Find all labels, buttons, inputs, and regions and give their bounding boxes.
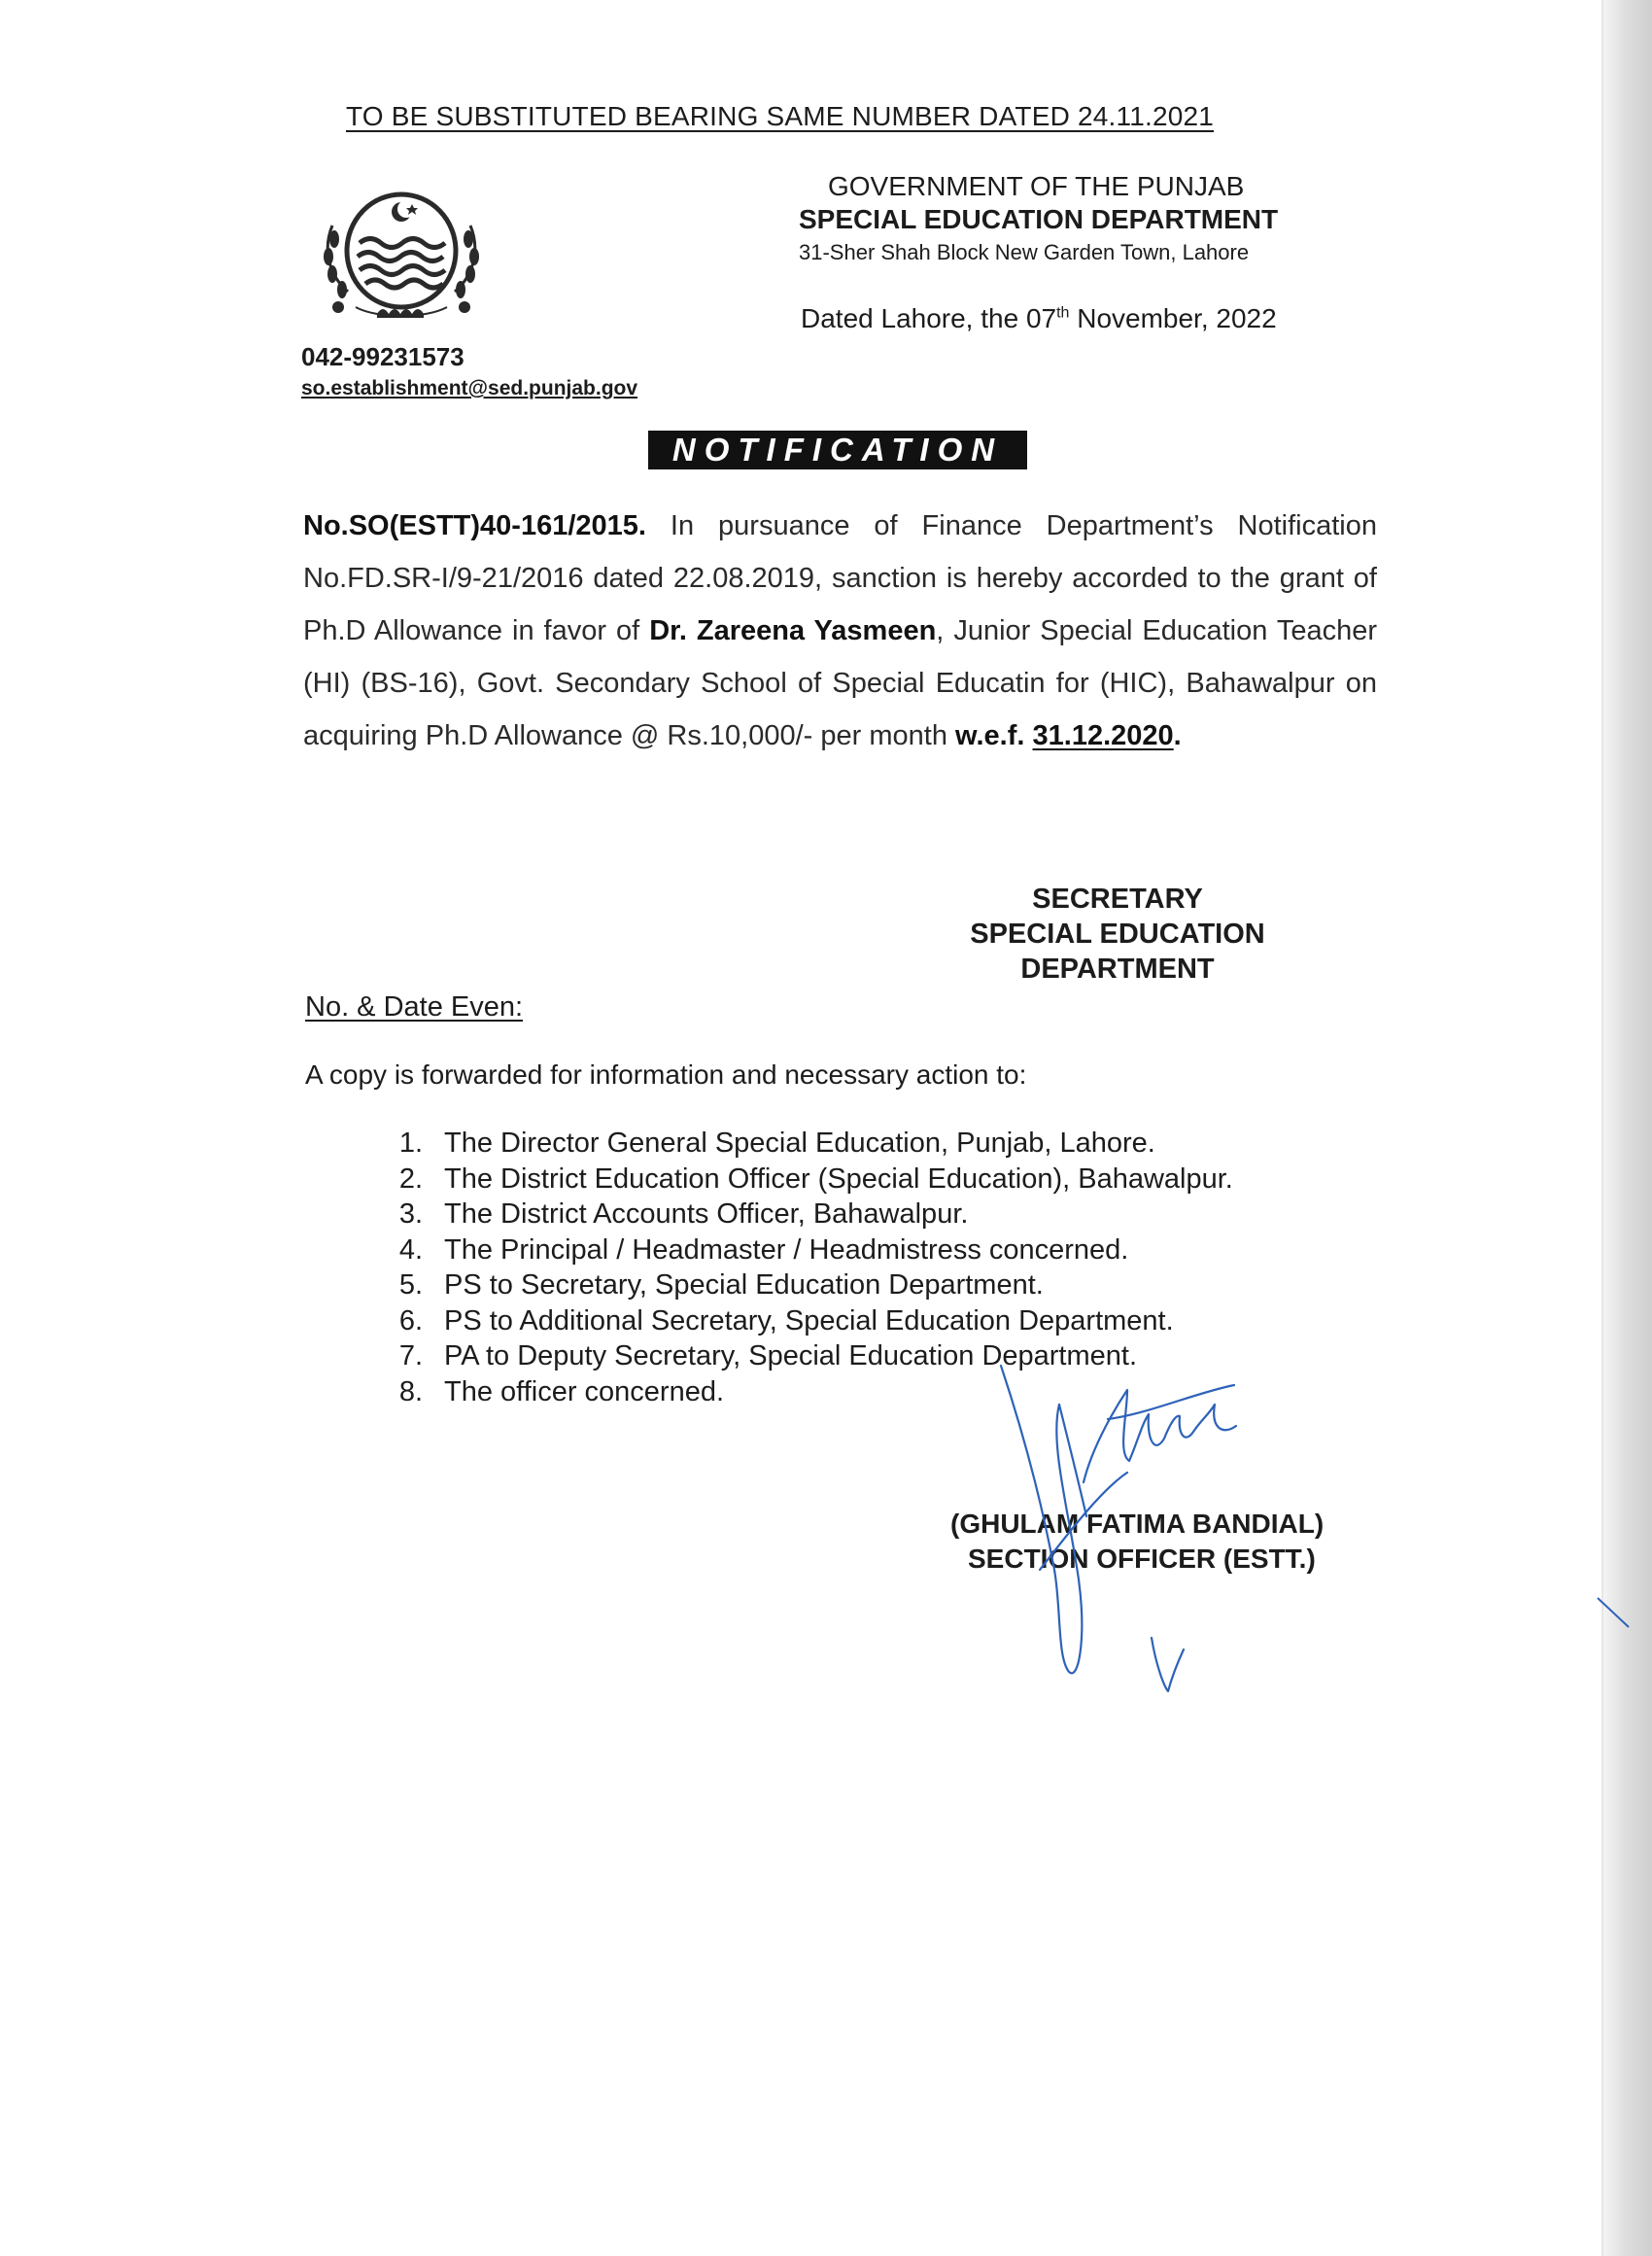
signatory-designation: SECTION OFFICER (ESTT.) <box>968 1544 1316 1574</box>
issue-date <box>801 303 1277 334</box>
list-item <box>394 1267 1233 1303</box>
no-date-even-heading: No. & Date Even: <box>305 991 524 1023</box>
government-title: GOVERNMENT OF THE PUNJAB <box>828 171 1245 201</box>
notification-number: No.SO(ESTT)40-161/2015. <box>303 510 646 541</box>
notification-text-2: , Junior Special Education Teacher (HI) (BS-16), Govt. Secondary School of Special Educatin for (HIC), Bahawalpur on acquiring Ph.D Allowance @ Rs.10,000/- per month <box>303 615 1377 751</box>
list-item <box>394 1162 1233 1197</box>
notification-end: . <box>1173 720 1182 751</box>
issue-date-ordinal: th <box>1056 304 1070 322</box>
list-item-number: 3. <box>398 1198 423 1230</box>
list-item-number: 4. <box>398 1233 423 1266</box>
issue-date-prefix: Dated Lahore, the 07 <box>801 303 1057 333</box>
list-item-text: PS to Secretary, Special Education Department. <box>444 1269 1044 1301</box>
list-item-text: The Principal / Headmaster / Headmistress concerned. <box>444 1233 1129 1266</box>
notification-text-1: In pursuance of Finance Department’s Notification No.FD.SR-I/9-21/2016 dated 22.08.2019, sanction is hereby accorded to the grant of Ph.D Allowance in favor of <box>303 510 1377 646</box>
secretary-line-1: SECRETARY <box>1032 884 1203 915</box>
phone-number: 042-99231573 <box>301 342 465 371</box>
beneficiary-name: Dr. Zareena Yasmeen <box>649 615 937 646</box>
list-item-number: 2. <box>398 1163 423 1195</box>
secretary-line-3: DEPARTMENT <box>1020 954 1215 985</box>
wef-date: 31.12.2020 <box>1032 720 1174 751</box>
list-item-number: 5. <box>398 1269 423 1301</box>
scan-margin <box>1603 0 1652 2256</box>
signatory-name: (GHULAM FATIMA BANDIAL) <box>950 1509 1325 1539</box>
department-address: 31-Sher Shah Block New Garden Town, Lahore <box>799 240 1250 264</box>
list-item <box>394 1232 1233 1268</box>
issue-date-suffix: November, 2022 <box>1069 303 1277 333</box>
department-title: SPECIAL EDUCATION DEPARTMENT <box>799 204 1279 234</box>
notification-heading: NOTIFICATION <box>648 431 1027 469</box>
wef-label: w.e.f. <box>955 720 1033 751</box>
copy-forwarded-text: A copy is forwarded for information and necessary action to: <box>305 1059 1027 1090</box>
list-item-number: 7. <box>398 1340 423 1371</box>
list-item-number: 6. <box>398 1304 423 1336</box>
substitution-notice: TO BE SUBSTITUTED BEARING SAME NUMBER DATED 24.11.2021 <box>346 101 1215 131</box>
secretary-line-2: SPECIAL EDUCATION <box>970 919 1265 950</box>
list-item-text: The District Accounts Officer, Bahawalpur. <box>444 1198 969 1230</box>
list-item <box>394 1197 1233 1232</box>
edge-pen-mark <box>1596 1594 1631 1633</box>
list-item-text: The District Education Officer (Special Education), Bahawalpur. <box>444 1163 1233 1195</box>
handwritten-signature <box>981 1346 1254 1696</box>
list-item-number: 8. <box>398 1375 423 1407</box>
secretary-block <box>943 882 1292 987</box>
list-item-number: 1. <box>398 1128 423 1159</box>
punjab-government-emblem <box>309 183 494 330</box>
list-item-text: The officer concerned. <box>444 1375 725 1407</box>
list-item-text: PA to Deputy Secretary, Special Education Department. <box>444 1340 1138 1371</box>
list-item-text: The Director General Special Education, Punjab, Lahore. <box>444 1128 1155 1159</box>
list-item <box>394 1126 1233 1162</box>
email-address: so.establishment@sed.punjab.gov <box>301 377 638 399</box>
list-item <box>394 1303 1233 1339</box>
notification-body <box>303 500 1377 762</box>
list-item-text: PS to Additional Secretary, Special Education Department. <box>444 1304 1174 1336</box>
